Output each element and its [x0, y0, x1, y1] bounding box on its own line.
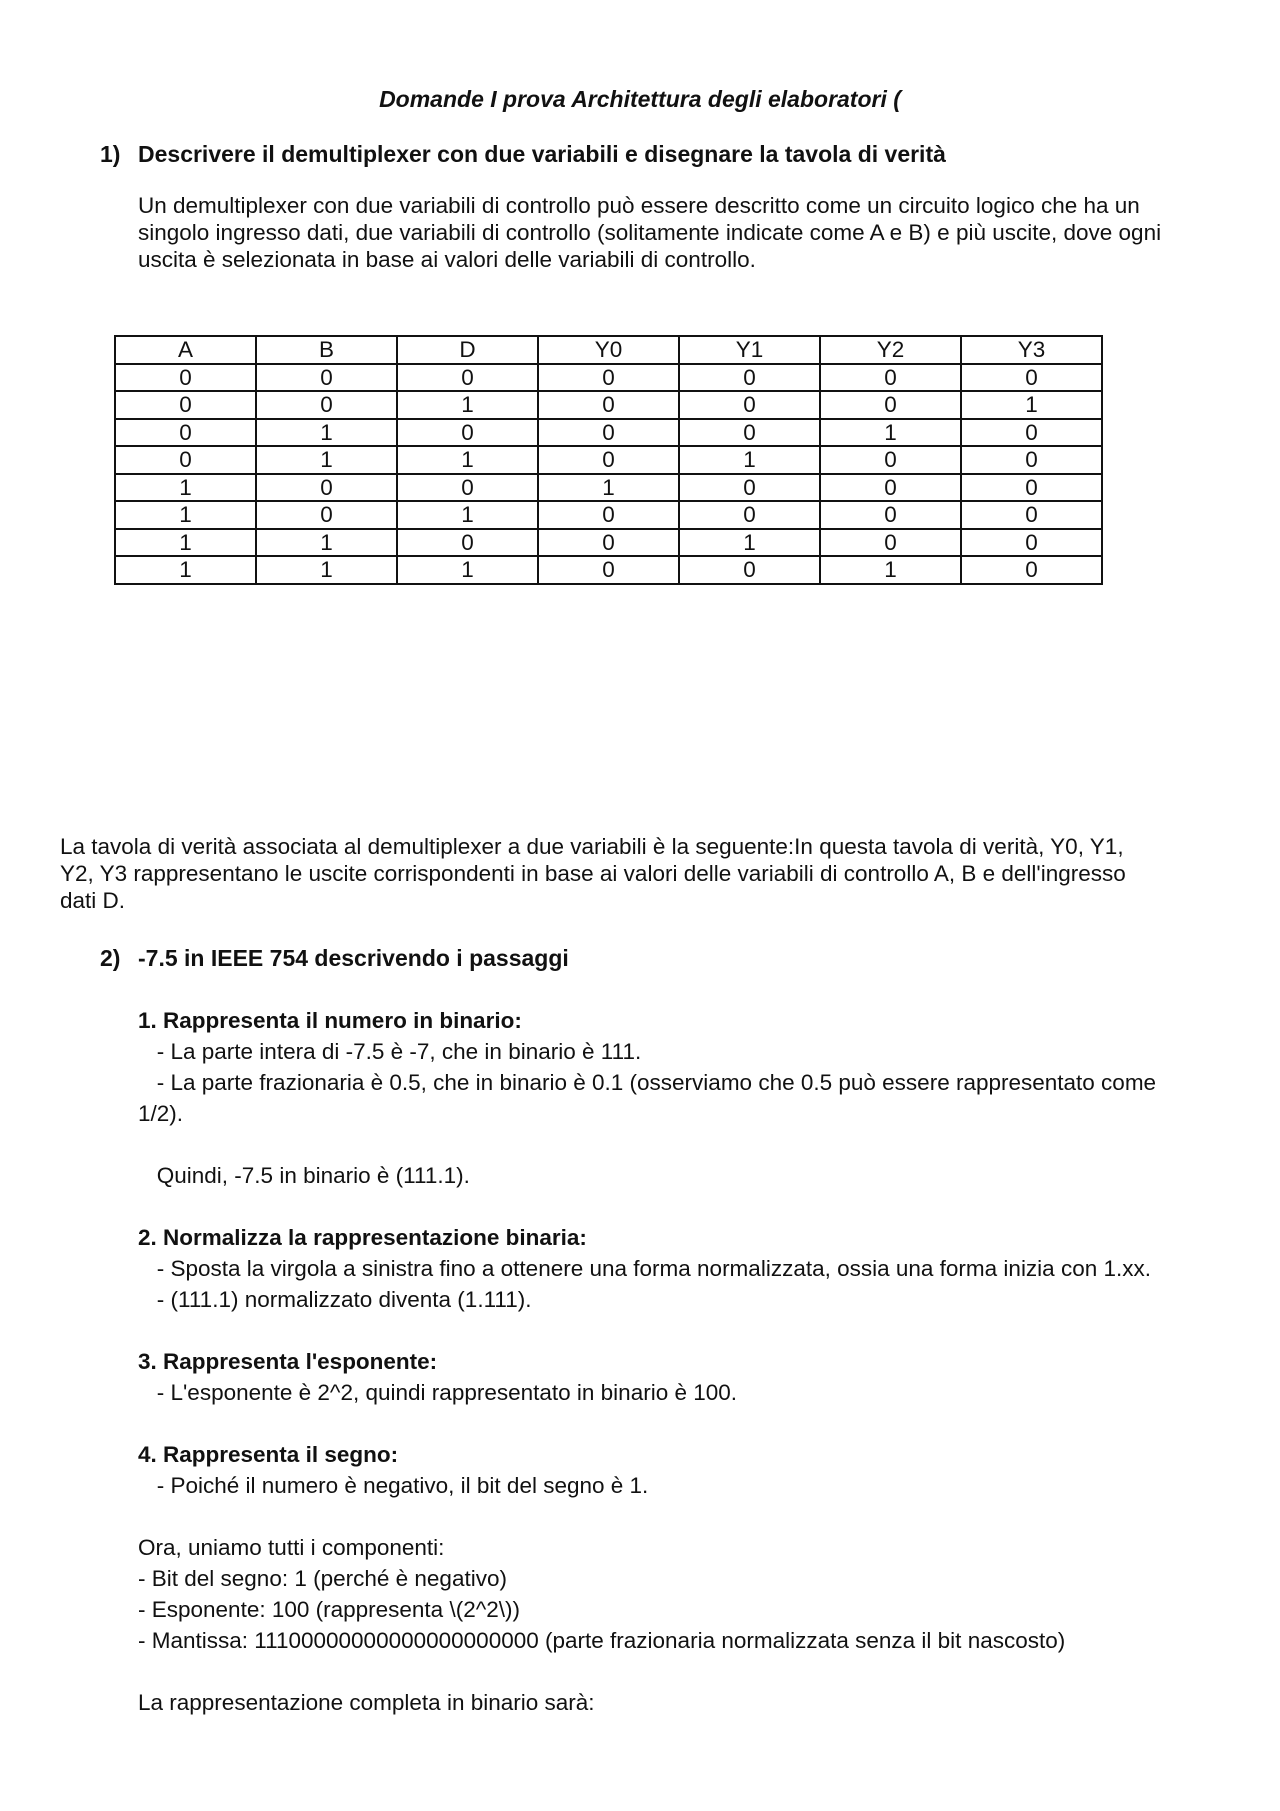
step-4-title: 4. Rappresenta il segno: — [138, 1442, 399, 1467]
table-cell: 0 — [256, 391, 397, 419]
combine-title: Ora, uniamo tutti i componenti: — [138, 1535, 445, 1560]
table-cell: 0 — [397, 474, 538, 502]
step-1-line-1: - La parte intera di -7.5 è -7, che in binario è 111. — [138, 1039, 642, 1064]
table-cell: 0 — [679, 556, 820, 584]
table-cell: 0 — [538, 501, 679, 529]
table-cell: 0 — [679, 419, 820, 447]
table-cell: 0 — [538, 529, 679, 557]
header-cell: Y2 — [820, 336, 961, 364]
table-cell: 0 — [820, 364, 961, 392]
combine-line-1: - Bit del segno: 1 (perché è negativo) — [138, 1566, 507, 1591]
table-cell: 0 — [820, 391, 961, 419]
q1-paragraph-line-1: Un demultiplexer con due variabili di controllo può essere descritto come un circuito logico che ha un — [138, 193, 1140, 218]
table-cell: 1 — [256, 556, 397, 584]
header-cell: B — [256, 336, 397, 364]
table-cell: 0 — [679, 364, 820, 392]
table-row — [115, 501, 1102, 529]
header-cell: A — [115, 336, 256, 364]
header-cell: Y0 — [538, 336, 679, 364]
table-cell: 1 — [820, 556, 961, 584]
question-2-text: -7.5 in IEEE 754 descrivendo i passaggi — [138, 945, 569, 971]
question-1-heading — [0, 141, 1280, 171]
table-cell: 0 — [256, 474, 397, 502]
table-cell: 1 — [820, 419, 961, 447]
question-1-text: Descrivere il demultiplexer con due variabili e disegnare la tavola di verità — [138, 141, 946, 167]
table-row — [115, 446, 1102, 474]
table-cell: 0 — [820, 446, 961, 474]
truth-table — [114, 335, 1103, 585]
table-cell: 1 — [679, 446, 820, 474]
table-cell: 1 — [115, 474, 256, 502]
step-1-line-3: 1/2). — [138, 1101, 184, 1126]
table-cell: 0 — [256, 501, 397, 529]
table-cell: 0 — [679, 474, 820, 502]
combine-line-2: - Esponente: 100 (rappresenta \(2^2\)) — [138, 1597, 521, 1622]
step-2-line-2: - (111.1) normalizzato diventa (1.111). — [138, 1287, 532, 1312]
table-cell: 0 — [538, 446, 679, 474]
question-1-number: 1) — [100, 141, 121, 167]
table-cell: 0 — [256, 364, 397, 392]
table-cell: 1 — [397, 501, 538, 529]
step-3-line-1: - L'esponente è 2^2, quindi rappresentato in binario è 100. — [138, 1380, 738, 1405]
question-2-heading — [0, 945, 1280, 975]
table-cell: 0 — [820, 529, 961, 557]
final-line: La rappresentazione completa in binario sarà: — [138, 1690, 595, 1715]
q1-paragraph-line-3: uscita è selezionata in base ai valori delle variabili di controllo. — [138, 247, 756, 272]
table-cell: 1 — [115, 556, 256, 584]
header-cell: D — [397, 336, 538, 364]
header-cell: Y1 — [679, 336, 820, 364]
table-cell: 0 — [538, 364, 679, 392]
table-row — [115, 474, 1102, 502]
step-1-title: 1. Rappresenta il numero in binario: — [138, 1008, 522, 1033]
document-title: Domande I prova Architettura degli elaboratori ( — [379, 86, 901, 112]
combine-line-3: - Mantissa: 11100000000000000000000 (parte frazionaria normalizzata senza il bit nascosto) — [138, 1628, 1066, 1653]
header-cell: Y3 — [961, 336, 1102, 364]
table-cell: 0 — [961, 364, 1102, 392]
table-cell: 1 — [397, 556, 538, 584]
table-cell: 0 — [115, 446, 256, 474]
table-cell: 0 — [115, 391, 256, 419]
q1-after-line-2: Y2, Y3 rappresentano le uscite corrispondenti in base ai valori delle variabili di controllo A, B e dell'ingresso — [60, 861, 1126, 886]
table-cell: 0 — [820, 501, 961, 529]
q1-after-line-3: dati D. — [60, 888, 126, 913]
table-cell: 0 — [679, 501, 820, 529]
table-cell: 0 — [679, 391, 820, 419]
table-row — [115, 419, 1102, 447]
table-cell: 1 — [115, 501, 256, 529]
table-cell: 1 — [961, 391, 1102, 419]
table-row — [115, 364, 1102, 392]
step-1-line-4: Quindi, -7.5 in binario è (111.1). — [138, 1163, 470, 1188]
table-cell: 1 — [256, 529, 397, 557]
table-row — [115, 556, 1102, 584]
table-cell: 1 — [115, 529, 256, 557]
table-cell: 0 — [961, 419, 1102, 447]
table-cell: 0 — [961, 556, 1102, 584]
table-cell: 1 — [679, 529, 820, 557]
table-cell: 1 — [256, 446, 397, 474]
table-cell: 0 — [397, 364, 538, 392]
table-cell: 0 — [397, 419, 538, 447]
truth-table-header-row — [115, 336, 1102, 364]
table-cell: 0 — [961, 474, 1102, 502]
step-4-line-1: - Poiché il numero è negativo, il bit del segno è 1. — [138, 1473, 649, 1498]
step-1-line-2: - La parte frazionaria è 0.5, che in binario è 0.1 (osserviamo che 0.5 può essere rappresentato come — [138, 1070, 1157, 1095]
q1-after-line-1: La tavola di verità associata al demultiplexer a due variabili è la seguente:In questa tavola di verità, Y0, Y1, — [60, 834, 1124, 859]
table-cell: 1 — [256, 419, 397, 447]
question-2-number: 2) — [100, 945, 121, 971]
table-row — [115, 391, 1102, 419]
step-2-title: 2. Normalizza la rappresentazione binaria: — [138, 1225, 587, 1250]
table-cell: 0 — [538, 391, 679, 419]
table-cell: 0 — [961, 446, 1102, 474]
table-cell: 1 — [397, 391, 538, 419]
table-cell: 0 — [115, 364, 256, 392]
table-cell: 1 — [397, 446, 538, 474]
table-cell: 0 — [115, 419, 256, 447]
table-cell: 0 — [538, 419, 679, 447]
table-cell: 1 — [538, 474, 679, 502]
step-3-title: 3. Rappresenta l'esponente: — [138, 1349, 438, 1374]
table-row — [115, 529, 1102, 557]
table-cell: 0 — [820, 474, 961, 502]
table-cell: 0 — [961, 529, 1102, 557]
step-2-line-1: - Sposta la virgola a sinistra fino a ottenere una forma normalizzata, ossia una forma inizia con 1.xx. — [138, 1256, 1151, 1281]
table-cell: 0 — [961, 501, 1102, 529]
table-cell: 0 — [397, 529, 538, 557]
q1-paragraph-line-2: singolo ingresso dati, due variabili di controllo (solitamente indicate come A e B) e più uscite, dove ogni — [138, 220, 1162, 245]
table-cell: 0 — [538, 556, 679, 584]
